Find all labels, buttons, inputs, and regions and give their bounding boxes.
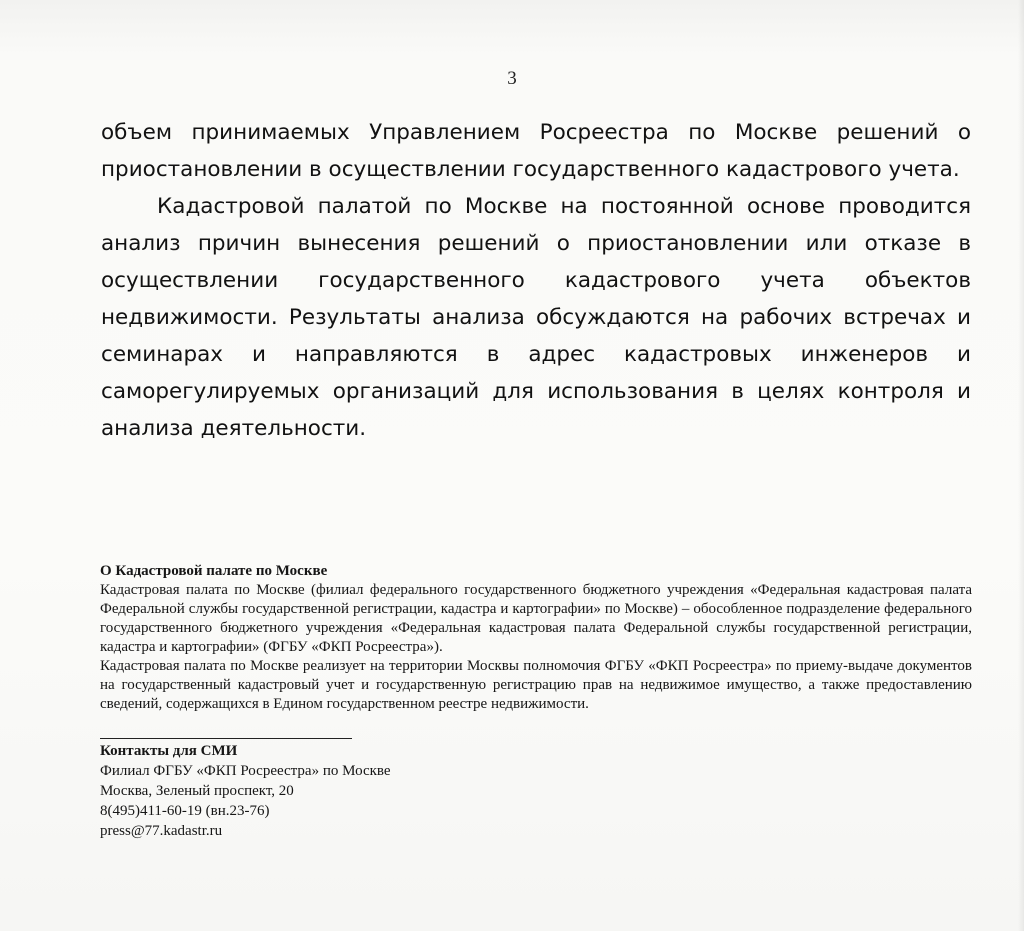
about-title: О Кадастровой палате по Москве — [100, 563, 328, 579]
scan-edge-shadow — [1018, 0, 1024, 931]
contacts-email-link[interactable]: press@77.kadastr.ru — [100, 823, 223, 839]
contacts-phone: 8(495)411-60-19 (вн.23-76) — [100, 803, 270, 819]
contacts-address: Москва, Зеленый проспект, 20 — [100, 783, 294, 799]
contacts-section — [100, 741, 391, 841]
contacts-organization: Филиал ФГБУ «ФКП Росреестра» по Москве — [100, 763, 391, 779]
contacts-title: Контакты для СМИ — [100, 743, 238, 759]
section-divider — [100, 738, 352, 739]
about-section — [100, 562, 972, 714]
main-text-body — [101, 114, 971, 447]
page-number: 3 — [507, 68, 517, 89]
main-paragraph-2: Кадастровой палатой по Москве на постоянной основе проводится анализ причин вынесения решений о приостановлении или отказе в осуществлении государственного кадастрового учета объектов недвижимости. Результаты анализа обсуждаются на рабочих встречах и семинарах и направляются в адрес кадастровых инженеров и саморегулируемых организаций для использования в целях контроля и анализа деятельности. — [101, 194, 971, 441]
about-paragraph-2: Кадастровая палата по Москве реализует на территории Москвы полномочия ФГБУ «ФКП Росреестра» по приему-выдаче документов на государственный кадастровый учет и государственную регистрацию прав на недвижимое имущество, а также предоставлению сведений, содержащихся в Едином государственном реестре недвижимости. — [100, 658, 972, 712]
about-paragraph-1: Кадастровая палата по Москве (филиал федерального государственного бюджетного учреждения «Федеральная кадастровая палата Федеральной службы государственной регистрации, кадастра и картографии» по Москве) – обособленное подразделение федерального государственного бюджетного учреждения «Федеральная кадастровая палата Федеральной службы государственной регистрации, кадастра и картографии» (ФГБУ «ФКП Росреестра»). — [100, 582, 972, 655]
main-paragraph-1: объем принимаемых Управлением Росреестра по Москве решений о приостановлении в осуществлении государственного кадастрового учета. — [101, 120, 971, 182]
